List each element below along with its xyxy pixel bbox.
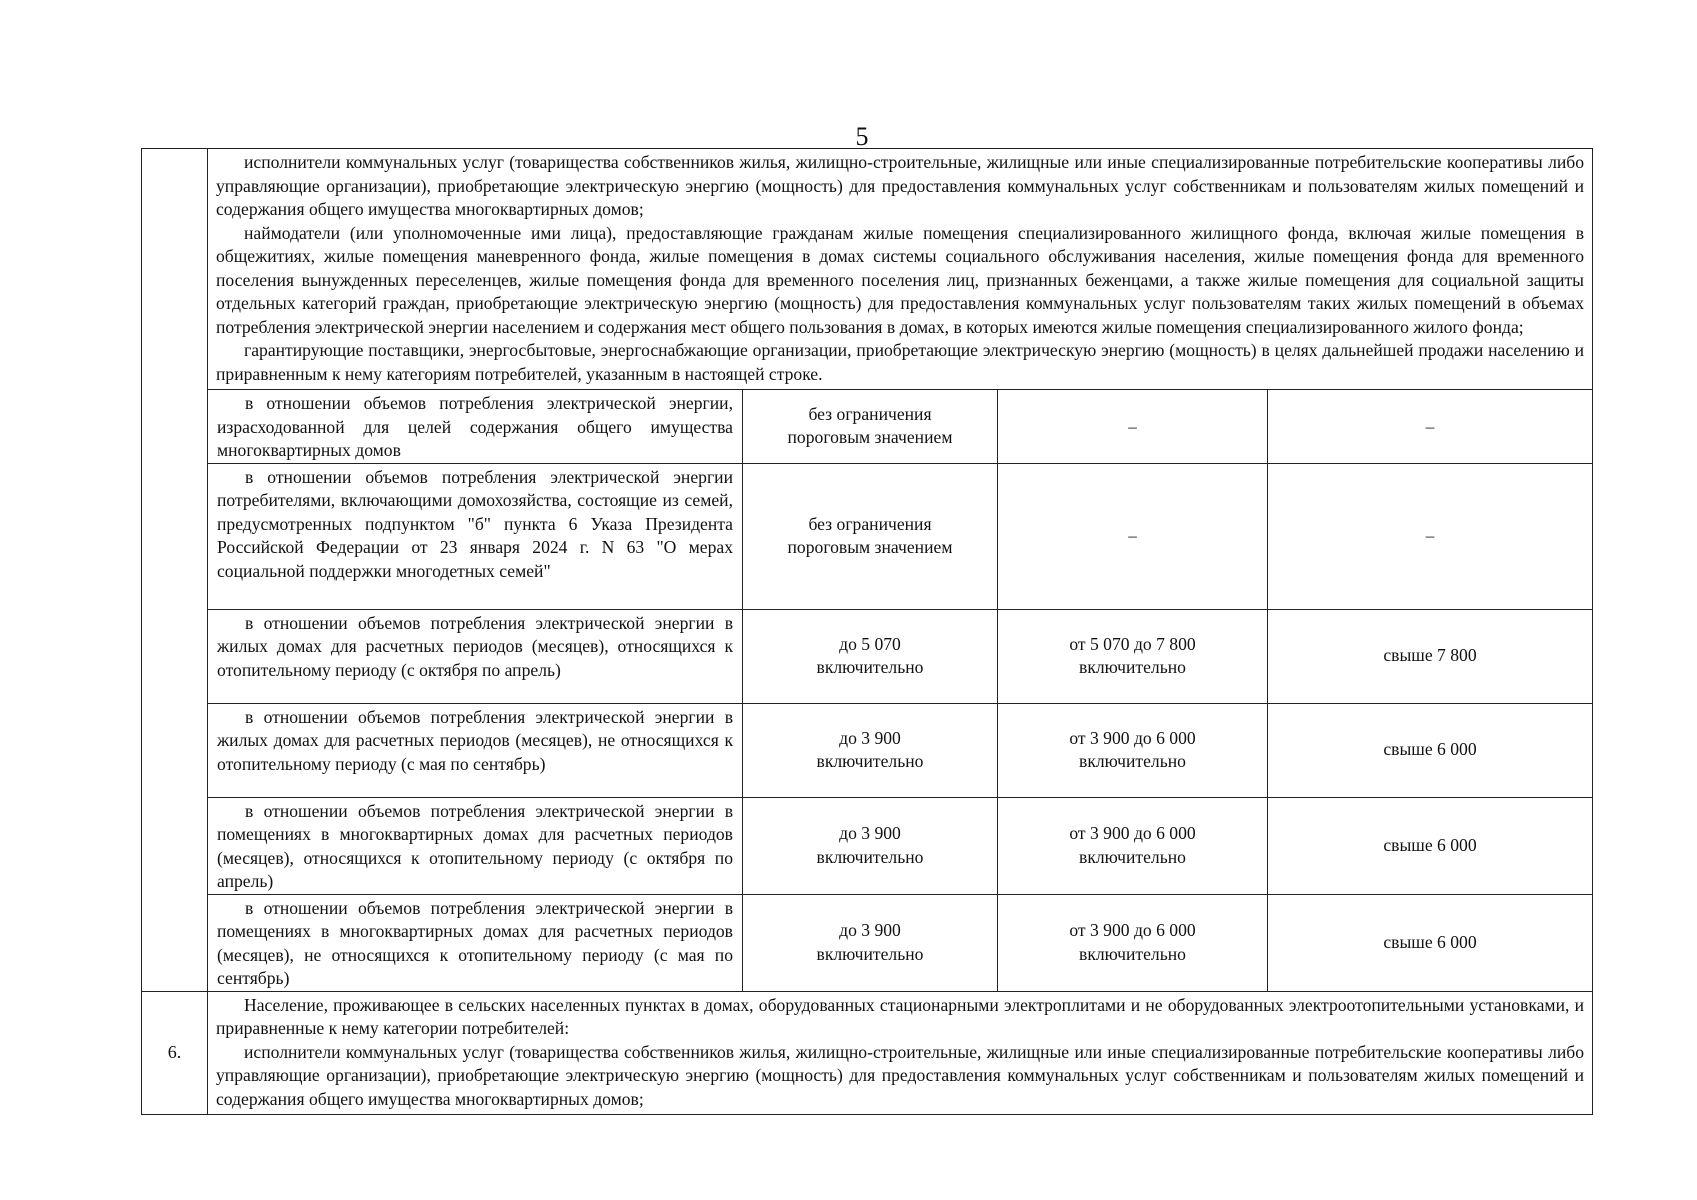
continued-row [142, 149, 1593, 390]
page-number: 5 [855, 122, 869, 151]
continued-text-cell [208, 149, 1593, 390]
value-line: включительно [1079, 657, 1186, 677]
value-line: включительно [816, 657, 924, 677]
value-line: от 3 900 до 6 000 [1069, 920, 1196, 940]
value-col2 [998, 703, 1268, 797]
paragraph: гарантирующие поставщики, энергосбытовые, энергоснабжающие организации, приобретающие электрическую энергию (мощность) в целях дальнейшей продажи населению и приравненным к нему категориям потребителей, указанным в настоящей строке. [216, 340, 1585, 384]
tariff-table [141, 148, 1593, 1115]
value-col3: свыше 7 800 [1268, 609, 1593, 703]
value-col1 [743, 797, 998, 894]
row-number: 6. [142, 991, 208, 1115]
value-line: включительно [816, 943, 924, 964]
value-line: включительно [1079, 751, 1186, 771]
row-description: в отношении объемов потребления электрической энергии потребителями, включающими домохозяйства, состоящие из семей, предусмотренных подпунктом "б" пункта 6 Указа Президента Российской Федерации от 23 января 2024 г. N 63 "О мерах социальной поддержки многодетных семей" [208, 463, 743, 609]
value-line: пороговым значением [787, 427, 953, 448]
value-col2 [998, 609, 1268, 703]
value-col1 [743, 703, 998, 797]
row-number-cell [142, 149, 208, 992]
value-col2 [998, 894, 1268, 991]
value-col2: – [998, 390, 1268, 464]
table-row [142, 463, 1593, 609]
paragraph: исполнители коммунальных услуг (товарищества собственников жилья, жилищно-строительные, жилищные или иные специализированные потребительские кооперативы либо управляющие организации), приобретающие электрическую энергию (мощность) для предоставления коммунальных услуг собственникам и пользователям жилых помещений и содержания общего имущества многоквартирных домов; [216, 1041, 1585, 1109]
paragraph: наймодатели (или уполномоченные ими лица), предоставляющие гражданам жилые помещения специализированного жилищного фонда, включая жилые помещения в общежитиях, жилые помещения маневренного фонда, жилые помещения в домах системы социального обслуживания населения, жилые помещения фонда для временного поселения вынужденных переселенцев, жилые помещения фонда для временного поселения лиц, признанных беженцами, а также жилые помещения для социальной защиты отдельных категорий граждан, приобретающие электрическую энергию (мощность) для предоставления коммунальных услуг пользователям таких жилых помещений в объемах потребления электрической энергии населением и содержания мест общего пользования в домах, в которых имеются жилые помещения специализированного жилого фонда; [216, 222, 1585, 337]
value-line: пороговым значением [787, 537, 953, 557]
paragraph: Население, проживающее в сельских населенных пунктах в домах, оборудованных стационарными электроплитами и не оборудованных электроотопительными установками, и приравненные к нему категории потребителей: [216, 994, 1585, 1038]
value-col2 [998, 797, 1268, 894]
section-6-text-cell [208, 991, 1593, 1115]
value-col3: свыше 6 000 [1268, 797, 1593, 894]
value-col2: – [998, 463, 1268, 609]
value-line: от 5 070 до 7 800 [1069, 633, 1196, 654]
value-col3: – [1268, 390, 1593, 464]
value-col1 [743, 463, 998, 609]
value-line: до 3 900 [839, 823, 901, 843]
paragraph: исполнители коммунальных услуг (товарищества собственников жилья, жилищно-строительные, жилищные или иные специализированные потребительские кооперативы либо управляющие организации), приобретающие электрическую энергию (мощность) для предоставления коммунальных услуг собственникам и пользователям жилых помещений и содержания общего имущества многоквартирных домов; [216, 152, 1585, 219]
value-line: от 3 900 до 6 000 [1069, 727, 1196, 748]
value-line: включительно [816, 751, 924, 771]
table-row [142, 703, 1593, 797]
row-description: в отношении объемов потребления электрической энергии в помещениях в многоквартирных домах для расчетных периодов (месяцев), относящихся к отопительному периоду (с октября по апрель) [208, 797, 743, 894]
value-line: до 5 070 [839, 633, 901, 654]
value-line: до 3 900 [839, 920, 901, 940]
table-row [142, 797, 1593, 894]
value-col3: – [1268, 463, 1593, 609]
value-col1 [743, 894, 998, 991]
value-line: включительно [1079, 846, 1186, 867]
table-row [142, 390, 1593, 464]
table-row [142, 894, 1593, 991]
table-row [142, 609, 1593, 703]
section-6-row [142, 991, 1593, 1115]
value-line: без ограничения [808, 513, 932, 534]
value-col1 [743, 609, 998, 703]
value-line: без ограничения [808, 403, 932, 424]
row-description: в отношении объемов потребления электрической энергии в жилых домах для расчетных периодов (месяцев), не относящихся к отопительному периоду (с мая по сентябрь) [208, 703, 743, 797]
value-line: до 3 900 [839, 727, 901, 748]
value-line: включительно [1079, 943, 1186, 964]
value-col1 [743, 390, 998, 464]
value-col3: свыше 6 000 [1268, 894, 1593, 991]
row-description: в отношении объемов потребления электрической энергии в помещениях в многоквартирных домах для расчетных периодов (месяцев), не относящихся к отопительному периоду (с мая по сентябрь) [208, 894, 743, 991]
row-description: в отношении объемов потребления электрической энергии, израсходованной для целей содержания общего имущества многоквартирных домов [208, 390, 743, 464]
value-col3: свыше 6 000 [1268, 703, 1593, 797]
value-line: от 3 900 до 6 000 [1069, 823, 1196, 843]
value-line: включительно [816, 846, 924, 867]
row-description: в отношении объемов потребления электрической энергии в жилых домах для расчетных периодов (месяцев), относящихся к отопительному периоду (с октября по апрель) [208, 609, 743, 703]
